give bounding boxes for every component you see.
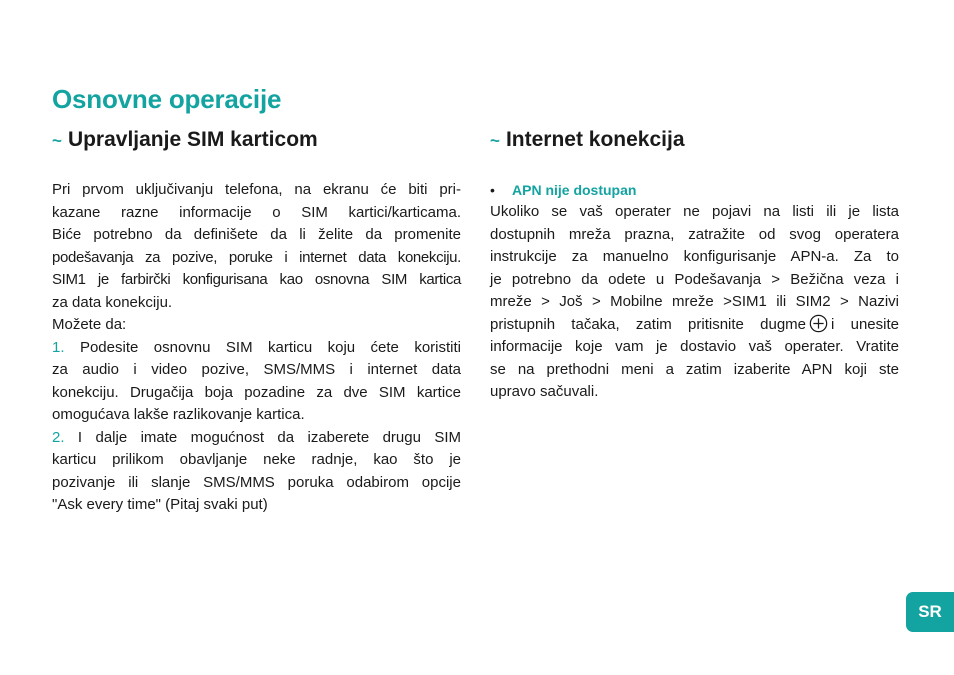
sim-management-heading bbox=[52, 128, 461, 160]
text-line: Biće potrebno da definišete da li želite da promenite bbox=[52, 226, 461, 243]
text-line: karticu prilikom obavljanje neke radnje, kao što je bbox=[52, 451, 461, 468]
internet-connection-heading bbox=[490, 128, 899, 160]
text-line: "Ask every time" (Pitaj svaki put) bbox=[52, 496, 268, 513]
text-line: omogućava lakše razlikovanje kartica. bbox=[52, 406, 305, 423]
text-line: instrukcije za manuelno konfigurisanje APN-a. Za to bbox=[490, 248, 899, 265]
plus-in-circle-icon bbox=[809, 314, 828, 333]
text-line: informacije koje vam je dostavio vaš operater. Vratite bbox=[490, 338, 899, 355]
text-line: podešavanja za pozive, poruke i internet data konekciju. bbox=[52, 248, 461, 266]
text-line: upravo sačuvali. bbox=[490, 383, 599, 400]
bullet-icon: • bbox=[490, 182, 495, 198]
text-line: za data konekciju. bbox=[52, 293, 173, 311]
text-line: Možete da: bbox=[52, 316, 127, 333]
text-line: je potrebno da odete u Podešavanja > Bežična veza i bbox=[490, 270, 899, 288]
text-line: Ukoliko se vaš operater ne pojavi na listi ili je lista bbox=[490, 203, 899, 220]
text-fragment: I dalje imate mogućnost da izaberete drugu SIM bbox=[77, 428, 462, 446]
internet-connection-body bbox=[490, 201, 899, 404]
internet-connection-section bbox=[490, 128, 899, 404]
list-item-2-line bbox=[52, 427, 461, 450]
text-fragment: i unesite bbox=[831, 315, 899, 333]
list-item-1-line bbox=[52, 337, 461, 360]
text-line: za audio i video pozive, SMS/MMS i internet data bbox=[52, 361, 461, 378]
text-line-with-icon bbox=[490, 314, 899, 337]
internet-connection-heading-text: Internet konekcija bbox=[505, 128, 685, 151]
text-line: pozivanje ili slanje SMS/MMS poruka odabirom opcije bbox=[52, 473, 461, 491]
text-line: SIM1 je farbirčki konfigurisana kao osnovna SIM kartica bbox=[52, 271, 461, 288]
text-line: kazane razne informacije o SIM kartici/karticama. bbox=[52, 203, 461, 221]
sim-management-body bbox=[52, 179, 461, 517]
text-line: mreže > Još > Mobilne mreže >SIM1 ili SIM2 > Nazivi bbox=[490, 293, 899, 310]
sim-management-section bbox=[52, 128, 461, 517]
tilde-marker: ~ bbox=[490, 131, 500, 150]
text-line: Pri prvom uključivanju telefona, na ekranu će biti pri- bbox=[52, 181, 461, 198]
list-number-2: 2. bbox=[52, 428, 65, 446]
apn-bullet bbox=[490, 179, 899, 201]
apn-label: APN nije dostupan bbox=[512, 182, 637, 198]
tilde-marker: ~ bbox=[52, 131, 62, 150]
language-badge: SR bbox=[906, 592, 954, 632]
text-line: konekciju. Drugačija boja pozadine za dve SIM kartice bbox=[52, 383, 461, 401]
page-title: Osnovne operacije bbox=[52, 84, 282, 114]
sim-management-heading-text: Upravljanje SIM karticom bbox=[67, 128, 318, 151]
list-number-1: 1. bbox=[52, 338, 65, 356]
text-fragment: pristupnih tačaka, zatim pritisnite dugme bbox=[490, 315, 807, 333]
text-line: dostupnih mreža prazna, zatražite od svog operatera bbox=[490, 225, 899, 243]
text-line: se na prethodni meni a zatim izaberite APN koji ste bbox=[490, 360, 899, 378]
text-fragment: Podesite osnovnu SIM karticu koju ćete koristiti bbox=[79, 338, 461, 356]
